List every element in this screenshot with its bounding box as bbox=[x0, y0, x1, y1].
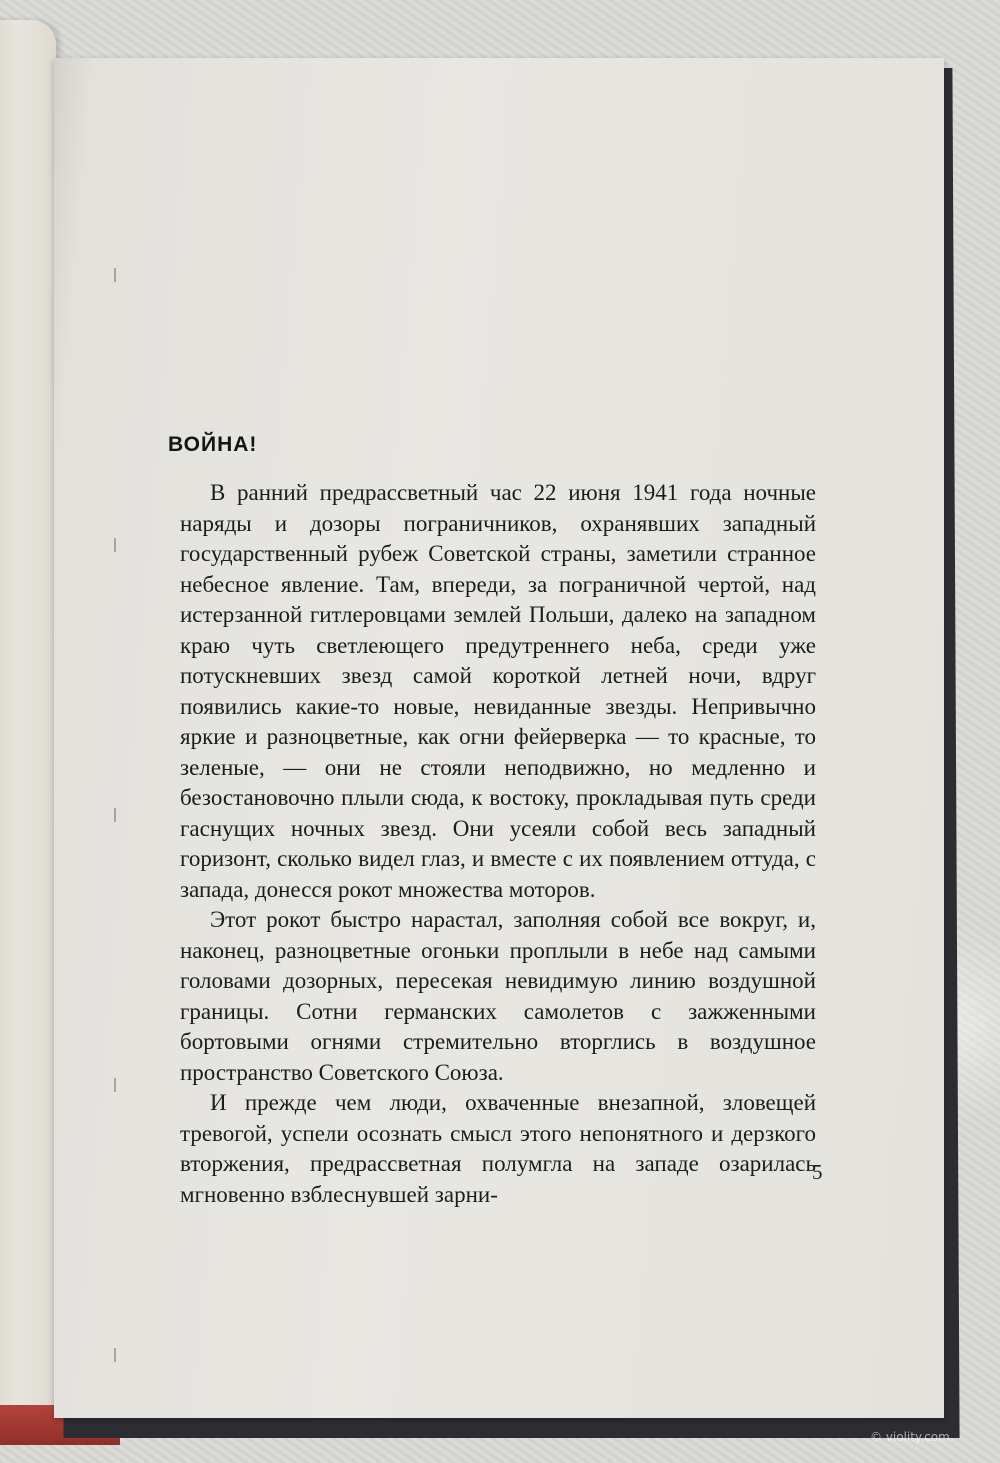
body-text bbox=[180, 478, 816, 1210]
left-page-edge bbox=[0, 20, 56, 1425]
binding-stitch bbox=[114, 1348, 122, 1362]
binding-stitch bbox=[114, 538, 122, 552]
binding-stitch bbox=[114, 1078, 122, 1092]
chapter-heading: ВОЙНА! bbox=[168, 433, 258, 456]
paragraph-1: В ранний предрассветный час 22 июня 1941 года ночные наряды и дозоры пограничников, охранявших западный государственный рубеж Советской страны, заметили странное небесное явление. Там, впереди, за пограничной чертой, над истерзанной гитлеровцами землей Польши, далеко на западном краю чуть светлеющего предутреннего неба, среди уже потускневших звезд самой короткой летней ночи, вдруг появились какие-то новые, невиданные звезды. Непривычно яркие и разноцветные, как огни фейерверка — то красные, то зеленые, — они не стояли неподвижно, но медленно и безостановочно плыли сюда, к востоку, прокладывая путь среди гаснущих ночных звезд. Они усеяли собой весь западный горизонт, сколько видел глаз, и вместе с их появлением оттуда, с запада, донесся рокот множества моторов. bbox=[180, 480, 816, 902]
watermark: © violity.com bbox=[870, 1430, 950, 1444]
paragraph-3: И прежде чем люди, охваченные внезапной, зловещей тревогой, успели осознать смысл этого непонятного и дерзкого вторжения, предрассветная полумгла на западе озарилась мгновенно взблеснувшей зарни- bbox=[180, 1090, 816, 1207]
binding-stitch bbox=[114, 808, 122, 822]
page-number: 5 bbox=[812, 1160, 823, 1184]
paragraph-2: Этот рокот быстро нарастал, заполняя собой все вокруг, и, наконец, разноцветные огоньки проплыли в небе над самыми головами дозорных, пересекая невидимую линию воздушной границы. Сотни германских самолетов с зажженными бортовыми огнями стремительно вторглись в воздушное пространство Советского Союза. bbox=[180, 907, 816, 1085]
binding-stitch bbox=[114, 268, 122, 282]
